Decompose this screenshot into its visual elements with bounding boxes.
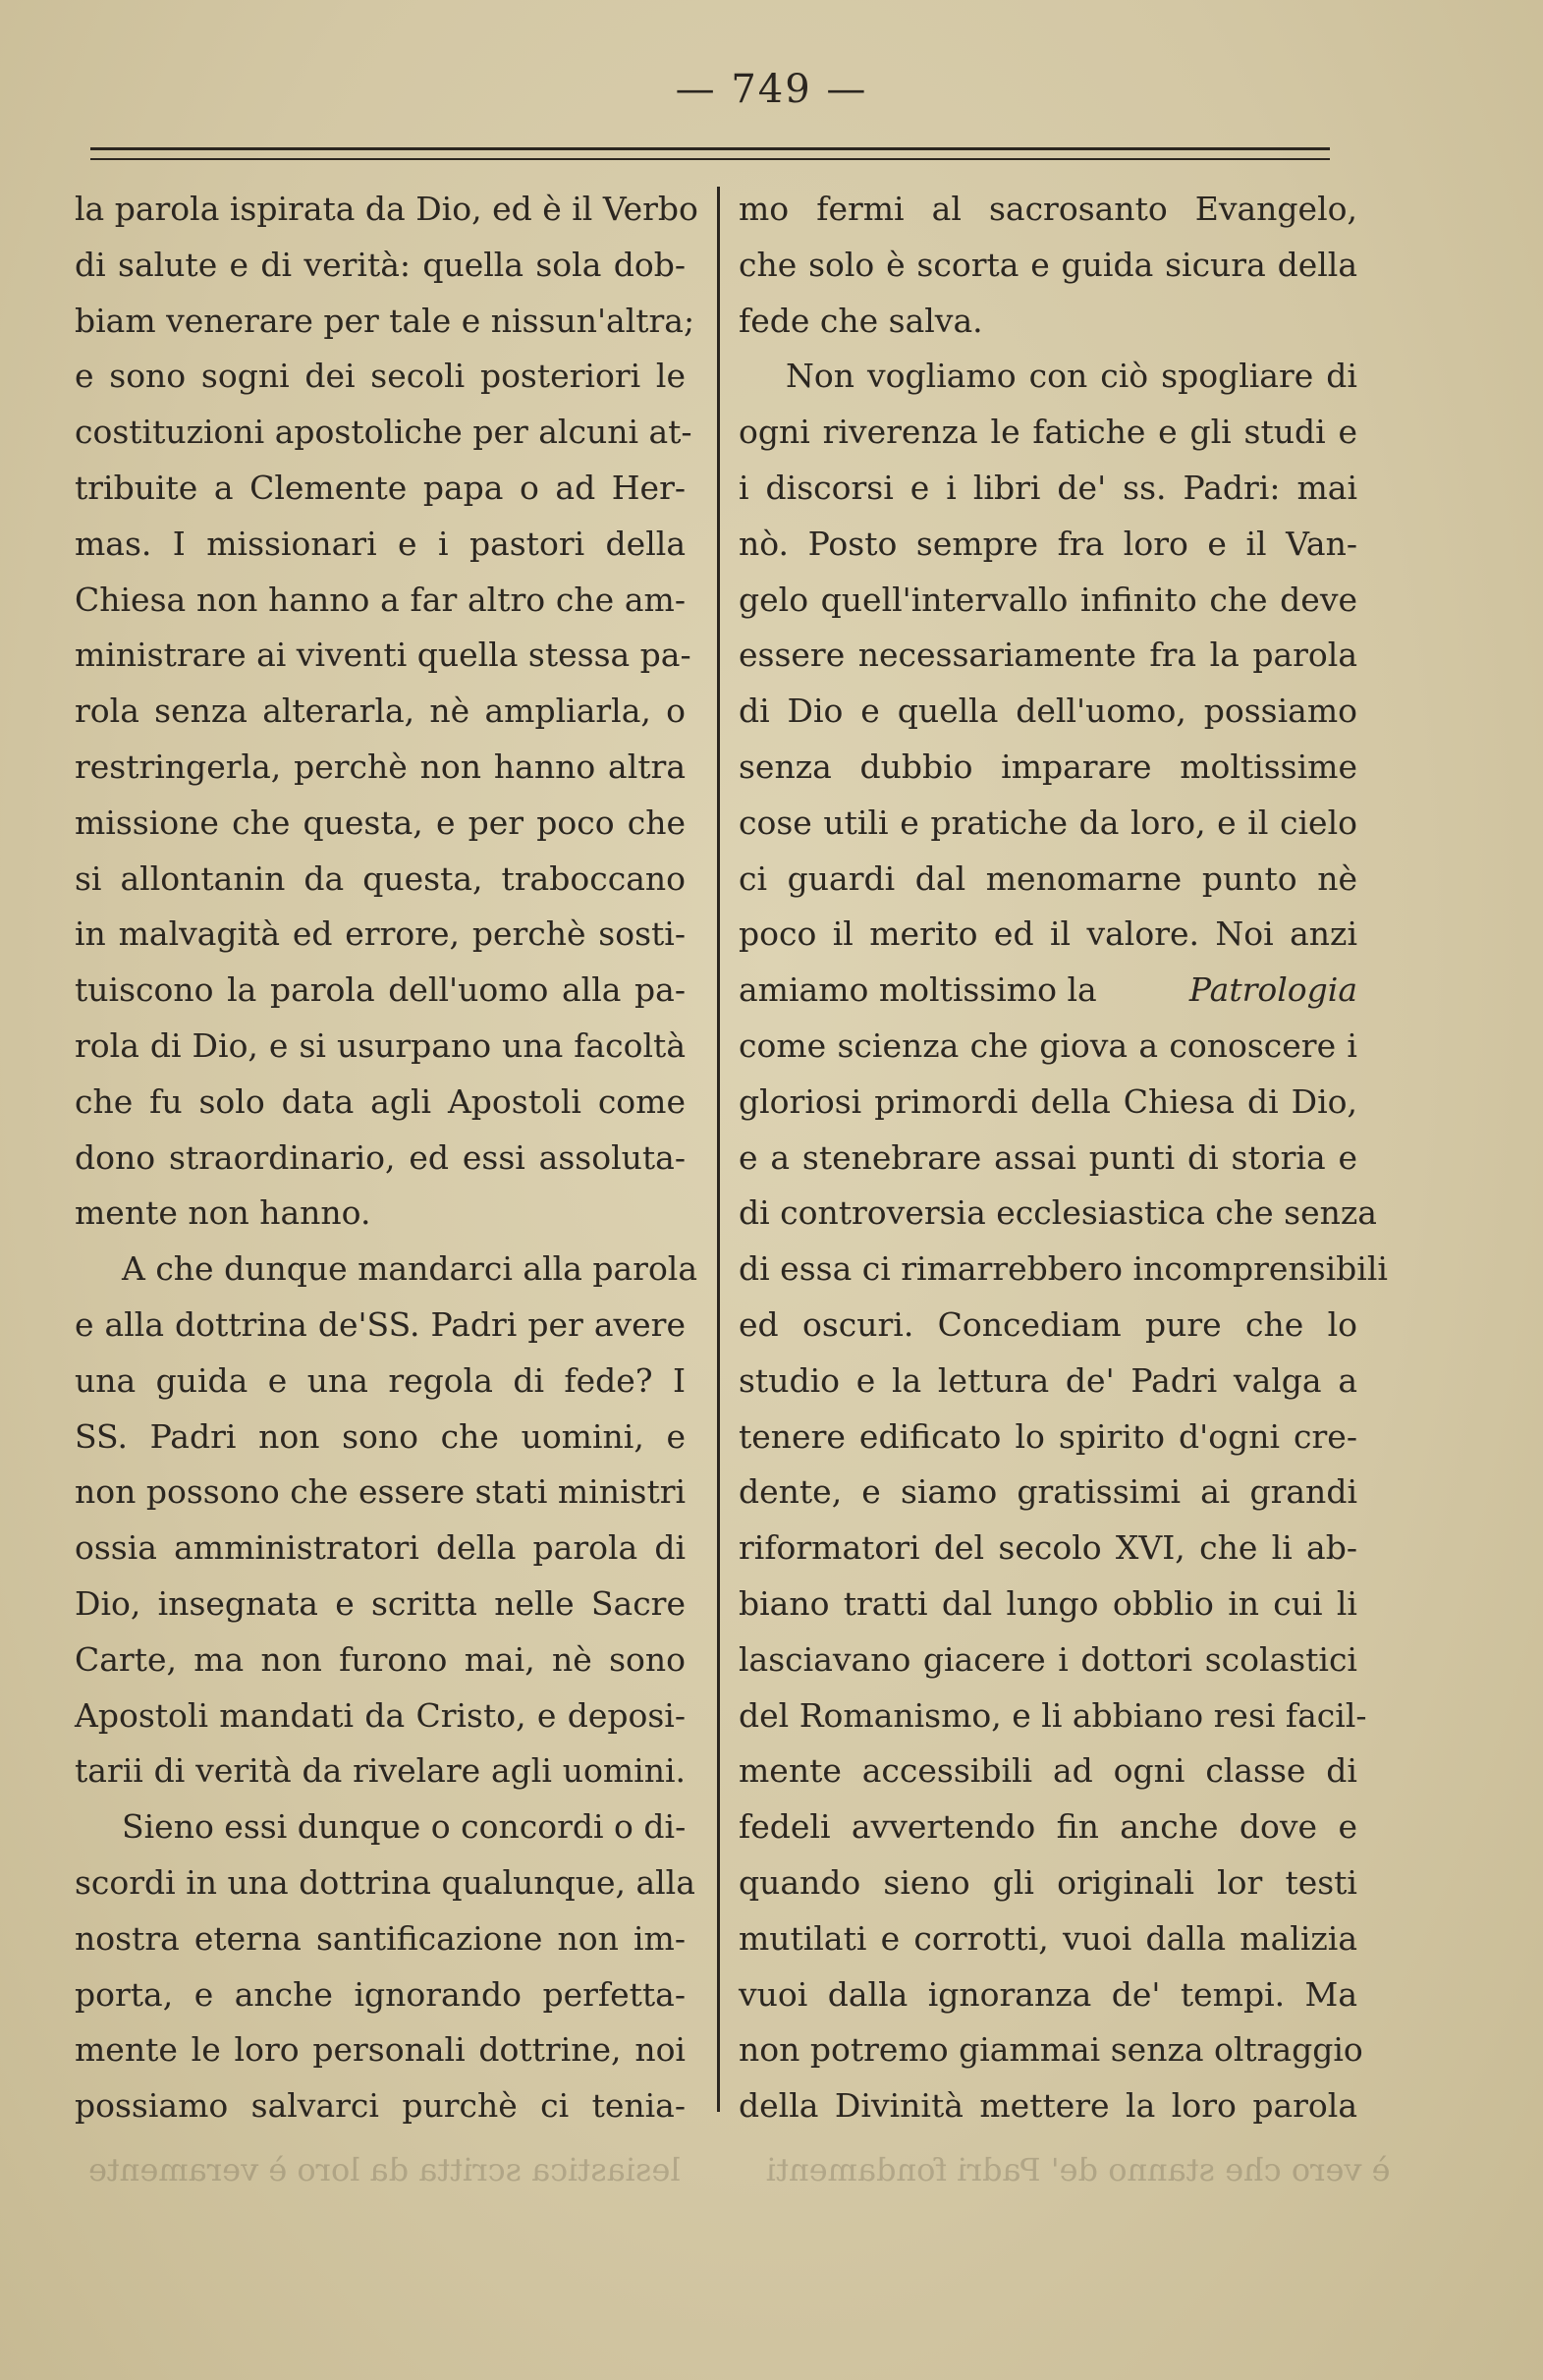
- text-line: mutilati e corrotti, vuoi dalla malizia: [739, 1918, 1357, 1958]
- page-number: — 749 —: [675, 67, 868, 112]
- text-line: non possono che essere stati ministri: [75, 1472, 687, 1512]
- text-line: che solo è scorta e guida sicura della: [739, 245, 1357, 284]
- text-line: e alla dottrina de'SS. Padri per avere: [75, 1304, 686, 1344]
- text-line: si allontanin da questa, traboccano: [75, 858, 686, 898]
- text-line: mo fermi al sacrosanto Evangelo,: [739, 190, 1357, 228]
- bleed-through-text-left: lesiastica scritta da loro è veramente: [88, 2151, 681, 2188]
- text-line: che fu solo data agli Apostoli come: [75, 1081, 686, 1121]
- text-line: poco il merito ed il valore. Noi anzi: [739, 914, 1357, 954]
- text-line: scordi in una dottrina qualunque, alla: [75, 1862, 695, 1902]
- text-line: gloriosi primordi della Chiesa di Dio,: [739, 1081, 1357, 1121]
- text-line: tarii di verità da rivelare agli uomini.: [75, 1751, 686, 1791]
- text-line: una guida e una regola di fede? I: [75, 1360, 686, 1400]
- text-line: di salute e di verità: quella sola dob-: [75, 245, 686, 284]
- text-line: mente accessibili ad ogni classe di: [739, 1751, 1357, 1791]
- text-line: biano tratti dal lungo obblio in cui li: [739, 1583, 1357, 1623]
- text-line: [739, 963, 1357, 1019]
- text-line: possiamo salvarci purchè ci tenia-: [75, 2086, 686, 2126]
- text-line: Carte, ma non furono mai, nè sono: [75, 1639, 686, 1679]
- text-line: missione che questa, e per poco che: [75, 803, 686, 842]
- text-line: tuiscono la parola dell'uomo alla pa-: [75, 970, 686, 1010]
- text-line: essere necessariamente fra la parola: [739, 636, 1357, 675]
- text-line: ed oscuri. Concediam pure che lo: [739, 1304, 1357, 1344]
- text-line: di controversia ecclesiastica che senza: [739, 1193, 1377, 1233]
- text-line: mas. I missionari e i pastori della: [75, 524, 686, 563]
- text-line: fedeli avvertendo fin anche dove e: [739, 1807, 1357, 1847]
- text-line: Apostoli mandati da Cristo, e deposi-: [75, 1695, 686, 1735]
- text-line: ossia amministratori della parola di: [75, 1528, 686, 1568]
- left-column: [75, 182, 698, 2134]
- text-line: cose utili e pratiche da loro, e il cielo: [739, 803, 1357, 842]
- text-line: di Dio e quella dell'uomo, possiamo: [739, 692, 1357, 731]
- text-line: ci guardi dal menomarne punto nè: [739, 858, 1357, 898]
- text-line: dono straordinario, ed essi assoluta-: [75, 1137, 686, 1177]
- text-line: gelo quell'intervallo infinito che deve: [739, 580, 1357, 619]
- text-line: tenere edificato lo spirito d'ogni cre-: [739, 1416, 1357, 1456]
- text-line: fede che salva.: [739, 301, 983, 340]
- text-line: come scienza che giova a conoscere i: [739, 1025, 1357, 1065]
- text-line: di essa ci rimarrebbero incomprensibili: [739, 1249, 1388, 1289]
- text-line: ogni riverenza le fatiche e gli studi e: [739, 413, 1357, 452]
- text-line: riformatori del secolo XVI, che li ab-: [739, 1528, 1357, 1568]
- text-line: biam venerare per tale e nissun'altra;: [75, 301, 695, 340]
- text-line: in malvagità ed errore, perchè sosti-: [75, 914, 686, 954]
- text-line: SS. Padri non sono che uomini, e: [75, 1416, 686, 1456]
- text-line: A che dunque mandarci alla parola: [122, 1249, 698, 1289]
- text-line: porta, e anche ignorando perfetta-: [75, 1974, 686, 2014]
- text-line: senza dubbio imparare moltissime: [739, 747, 1357, 786]
- right-column: [739, 182, 1388, 2134]
- text-line: studio e la lettura de' Padri valga a: [739, 1360, 1357, 1400]
- text-line: nò. Posto sempre fra loro e il Van-: [739, 524, 1357, 563]
- column-divider: [717, 187, 720, 2112]
- text-line: dente, e siamo gratissimi ai grandi: [739, 1472, 1357, 1512]
- text-line: della Divinità mettere la loro parola: [739, 2086, 1357, 2126]
- text-line: del Romanismo, e li abbiano resi facil-: [739, 1695, 1367, 1735]
- text-line: ministrare ai viventi quella stessa pa-: [75, 636, 691, 675]
- text-line: e a stenebrare assai punti di storia e: [739, 1137, 1357, 1177]
- text-line: vuoi dalla ignoranza de' tempi. Ma: [739, 1974, 1357, 2014]
- italic-term: Patrologia: [1188, 970, 1357, 1010]
- text-line: rola senza alterarla, nè ampliarla, o: [75, 692, 686, 731]
- text-line: restringerla, perchè non hanno altra: [75, 747, 686, 786]
- text-line: lasciavano giacere i dottori scolastici: [739, 1639, 1357, 1679]
- text-line: mente le loro personali dottrine, noi: [75, 2030, 686, 2070]
- text-line: i discorsi e i libri de' ss. Padri: mai: [739, 468, 1357, 507]
- text-fragment: amiamo moltissimo la: [739, 970, 1097, 1010]
- bleed-through-text-right: è vero che stanno de' Padri fondamenti: [766, 2151, 1391, 2188]
- text-line: Chiesa non hanno a far altro che am-: [75, 580, 686, 619]
- text-line: la parola ispirata da Dio, ed è il Verbo: [75, 190, 698, 228]
- text-line: nostra eterna santificazione non im-: [75, 1918, 686, 1958]
- header-rule: [90, 147, 1330, 160]
- text-line: Dio, insegnata e scritta nelle Sacre: [75, 1583, 686, 1623]
- text-line: quando sieno gli originali lor testi: [739, 1862, 1357, 1902]
- text-line: mente non hanno.: [75, 1193, 371, 1233]
- text-line: costituzioni apostoliche per alcuni at-: [75, 413, 692, 452]
- text-line: Sieno essi dunque o concordi o di-: [122, 1807, 687, 1847]
- text-line: tribuite a Clemente papa o ad Her-: [75, 468, 686, 507]
- text-line: Non vogliamo con ciò spogliare di: [786, 357, 1357, 396]
- text-line: rola di Dio, e si usurpano una facoltà: [75, 1025, 686, 1065]
- text-line: e sono sogni dei secoli posteriori le: [75, 357, 686, 396]
- text-line: non potremo giammai senza oltraggio: [739, 2030, 1363, 2070]
